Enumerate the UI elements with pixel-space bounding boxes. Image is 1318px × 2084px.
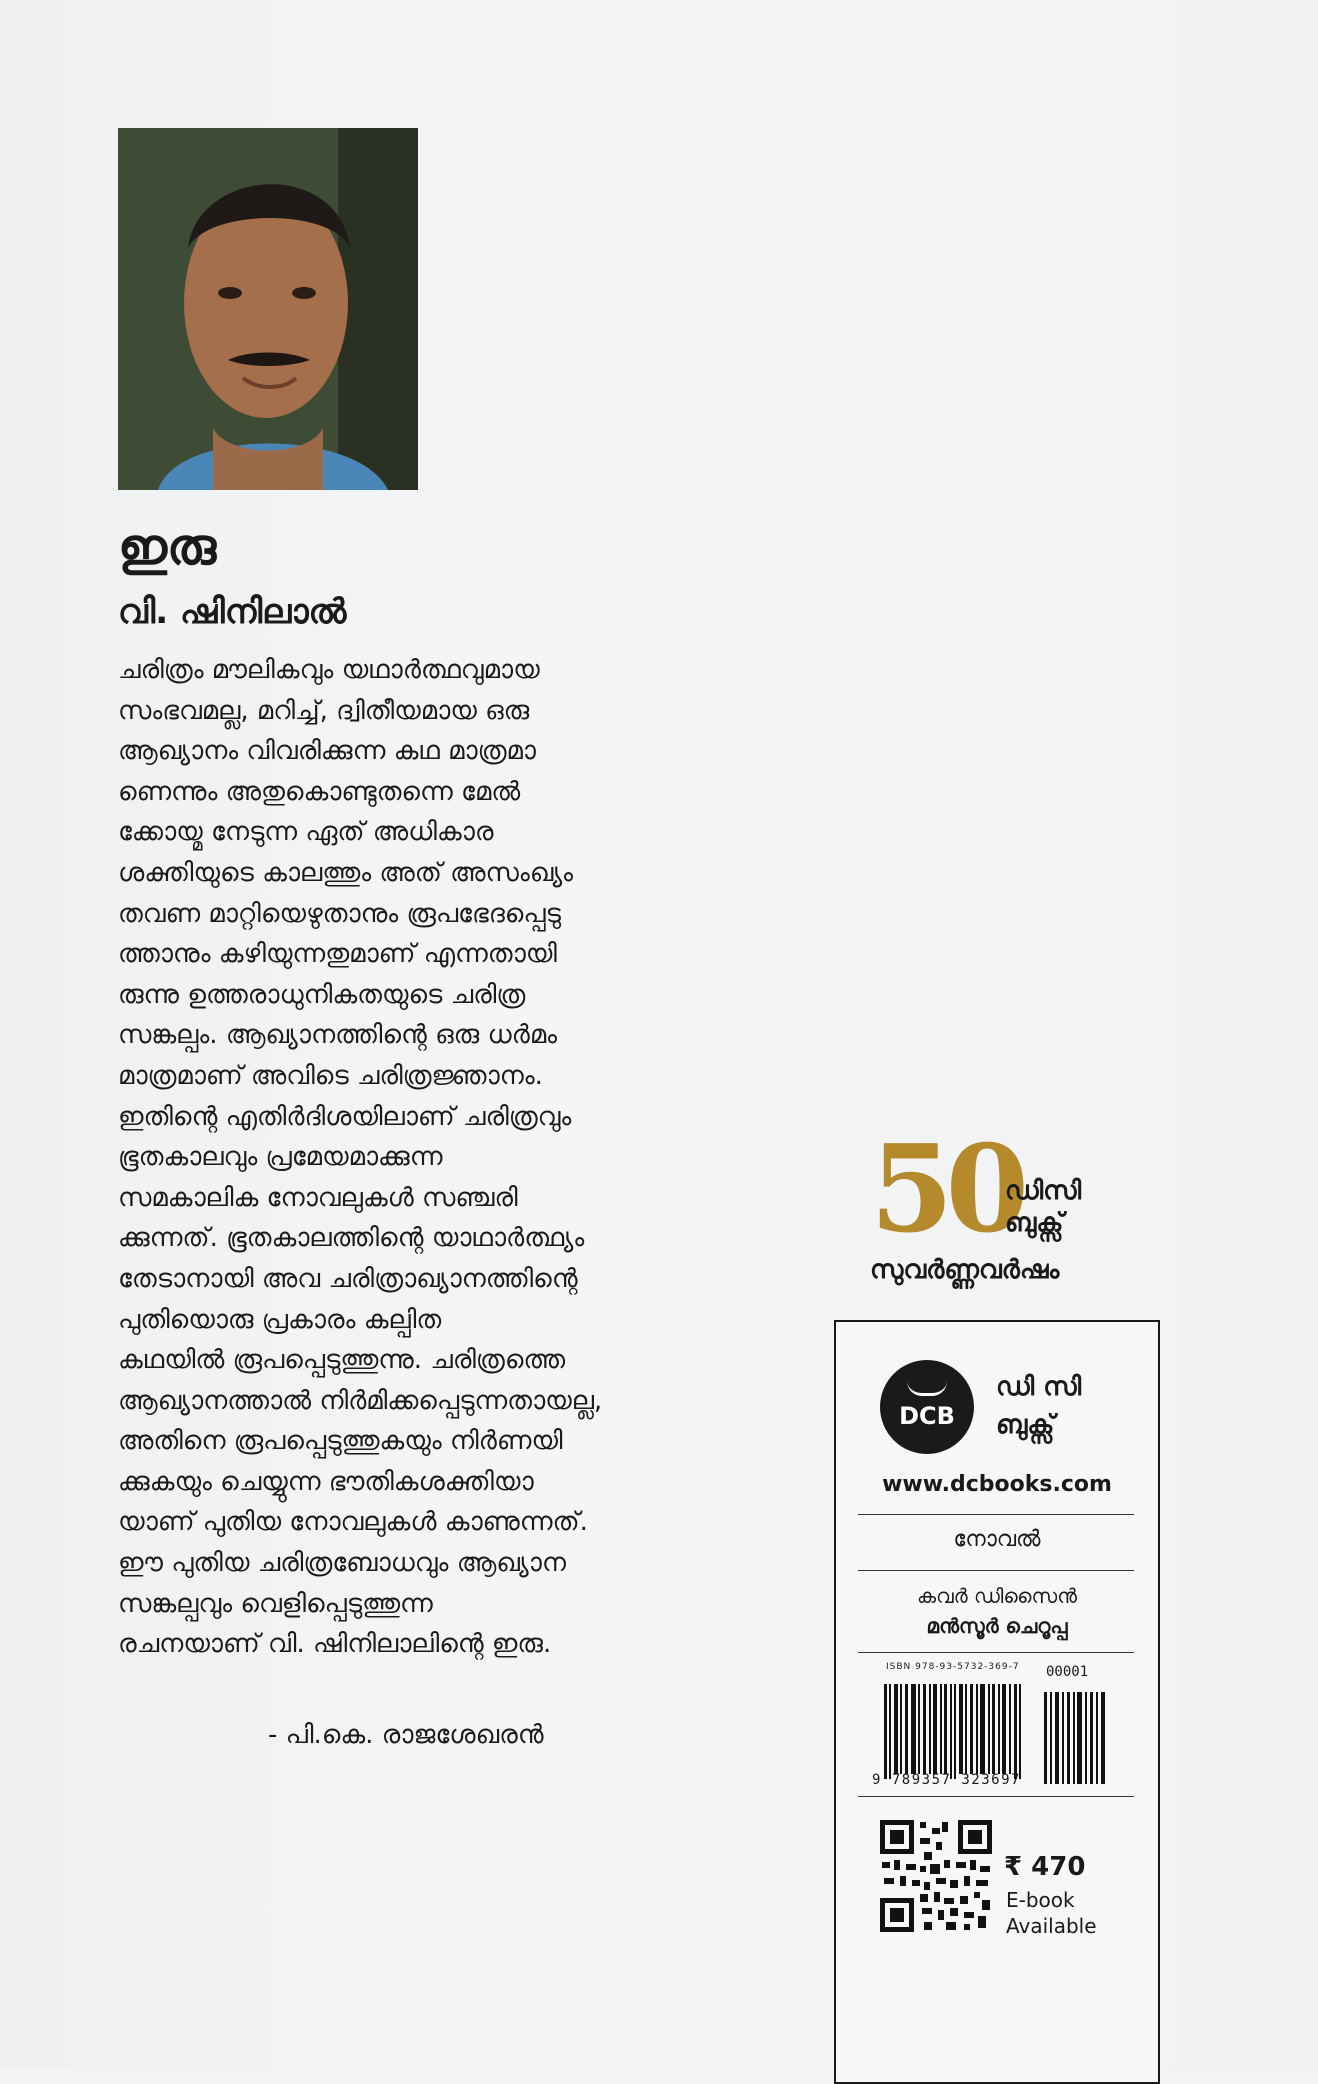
author-name: വി. ഷിനിലാൽ xyxy=(118,592,347,632)
author-portrait-icon xyxy=(118,128,418,490)
genre-label: നോവൽ xyxy=(953,1527,1041,1552)
jubilee-publisher-line1: ഡിസി xyxy=(1005,1176,1082,1206)
blurb-line: ഈ പുതിയ ചരിത്രബോധവും ആഖ്യാന xyxy=(118,1548,566,1579)
author-photo xyxy=(118,128,418,490)
blurb-line: തേടാനായി അവ ചരിത്രാഖ്യാനത്തിന്റെ xyxy=(118,1263,578,1294)
blurb-line: രചനയാണ് വി. ഷിനിലാലിന്റെ ഇരു. xyxy=(118,1629,552,1660)
dcb-logo-icon xyxy=(880,1360,974,1454)
book-mark-icon xyxy=(907,1381,947,1396)
publisher-name-line2: ബുക്സ് xyxy=(996,1410,1055,1440)
blurb-line: ആഖ്യാനം വിവരിക്കുന്ന കഥ മാത്രമാ xyxy=(118,736,536,767)
blurb-line: ഭൂതകാലവും പ്രമേയമാക്കുന്ന xyxy=(118,1142,443,1173)
golden-jubilee-emblem xyxy=(870,1119,1120,1300)
blurb-line: ണെന്നും അതുകൊണ്ടുതന്നെ മേൽ xyxy=(118,776,521,807)
publisher-panel xyxy=(834,1320,1160,2084)
qr-code-icon xyxy=(880,1820,992,1932)
blurb-line: തവണ മാറ്റിയെഴുതാനും രൂപഭേദപ്പെടു xyxy=(118,898,561,929)
jubilee-publisher-line2: ബുക്സ് xyxy=(1005,1208,1064,1238)
blurb-line: കഥയിൽ രൂപപ്പെടുത്തുന്നു. ചരിത്രത്തെ xyxy=(118,1345,566,1376)
blurb-line: പുതിയൊരു പ്രകാരം കല്പിത xyxy=(118,1304,442,1335)
blurb-line: മാത്രമാണ് അവിടെ ചരിത്രജ്ഞാനം. xyxy=(118,1060,543,1091)
blurb-line: ക്കുന്നത്. ഭൂതകാലത്തിന്റെ യാഥാർത്ഥ്യം xyxy=(118,1223,585,1254)
blurb-line: സങ്കല്പവും വെളിപ്പെടുത്തുന്ന xyxy=(118,1588,433,1619)
divider xyxy=(858,1796,1134,1797)
book-title: ഇരു xyxy=(118,518,217,576)
blurb-line: അതിനെ രൂപപ്പെടുത്തുകയും നിർണയി xyxy=(118,1426,563,1457)
blurb-line: ക്കോയ്മ നേടുന്ന ഏത് അധികാര xyxy=(118,817,494,848)
blurb-line: യാണ് പുതിയ നോവലുകൾ കാണുന്നത്. xyxy=(118,1507,588,1538)
blurb-line: ഇതിന്റെ എതിർദിശയിലാണ് ചരിത്രവും xyxy=(118,1101,572,1132)
divider xyxy=(858,1570,1134,1571)
blurb-line: ചരിത്രം മൗലികവും യഥാർത്ഥവുമായ xyxy=(118,655,540,685)
blurb-line: രുന്നു ഉത്തരാധുനികതയുടെ ചരിത്ര xyxy=(118,979,526,1010)
blurb-line: സമകാലിക നോവലുകൾ സഞ്ചരി xyxy=(118,1182,518,1213)
isbn-text: ISBN 978-93-5732-369-7 xyxy=(886,1662,1020,1672)
barcode-addon: 00001 xyxy=(1046,1664,1089,1680)
cover-designer-name: മൻസൂർ ചെറൂപ്പ xyxy=(926,1614,1068,1638)
blurb-line: സംഭവമല്ല, മറിച്ച്, ദ്വിതീയമായ ഒരു xyxy=(118,695,530,726)
publisher-name-line1: ഡി സി xyxy=(996,1372,1082,1402)
jubilee-caption: സുവർണ്ണവർഷം xyxy=(870,1255,1060,1285)
divider xyxy=(858,1514,1134,1515)
blurb-line: ശക്തിയുടെ കാലത്തും അത് അസംഖ്യം xyxy=(118,857,574,888)
publisher-website: www.dcbooks.com xyxy=(882,1472,1112,1497)
blurb-line: ത്താനും കഴിയുന്നതുമാണ് എന്നതായി xyxy=(118,939,557,970)
blurb-text xyxy=(118,650,728,1665)
ean-digits: 9 789357 323697 xyxy=(872,1772,1021,1788)
blurb-line: സങ്കല്പം. ആഖ്യാനത്തിന്റെ ഒരു ധർമം xyxy=(118,1020,558,1051)
blurb-line: ക്കുകയും ചെയ്യുന്ന ഭൗതികശക്തിയാ xyxy=(118,1466,534,1497)
blurb-line: ആഖ്യാനത്താൽ നിർമിക്കപ്പെടുന്നതായല്ല, xyxy=(118,1385,603,1416)
ebook-label-line2: Available xyxy=(1006,1914,1097,1938)
cover-design-label: കവർ ഡിസൈൻ xyxy=(917,1584,1077,1608)
price-label: ₹ 470 xyxy=(1004,1852,1086,1882)
logo-text: DCB xyxy=(899,1401,955,1430)
jubilee-number: 50 xyxy=(870,1119,1021,1260)
divider xyxy=(858,1652,1134,1653)
ebook-label-line1: E-book xyxy=(1006,1888,1075,1912)
blurb-attribution: - പി.കെ. രാജശേഖരൻ xyxy=(268,1720,544,1750)
